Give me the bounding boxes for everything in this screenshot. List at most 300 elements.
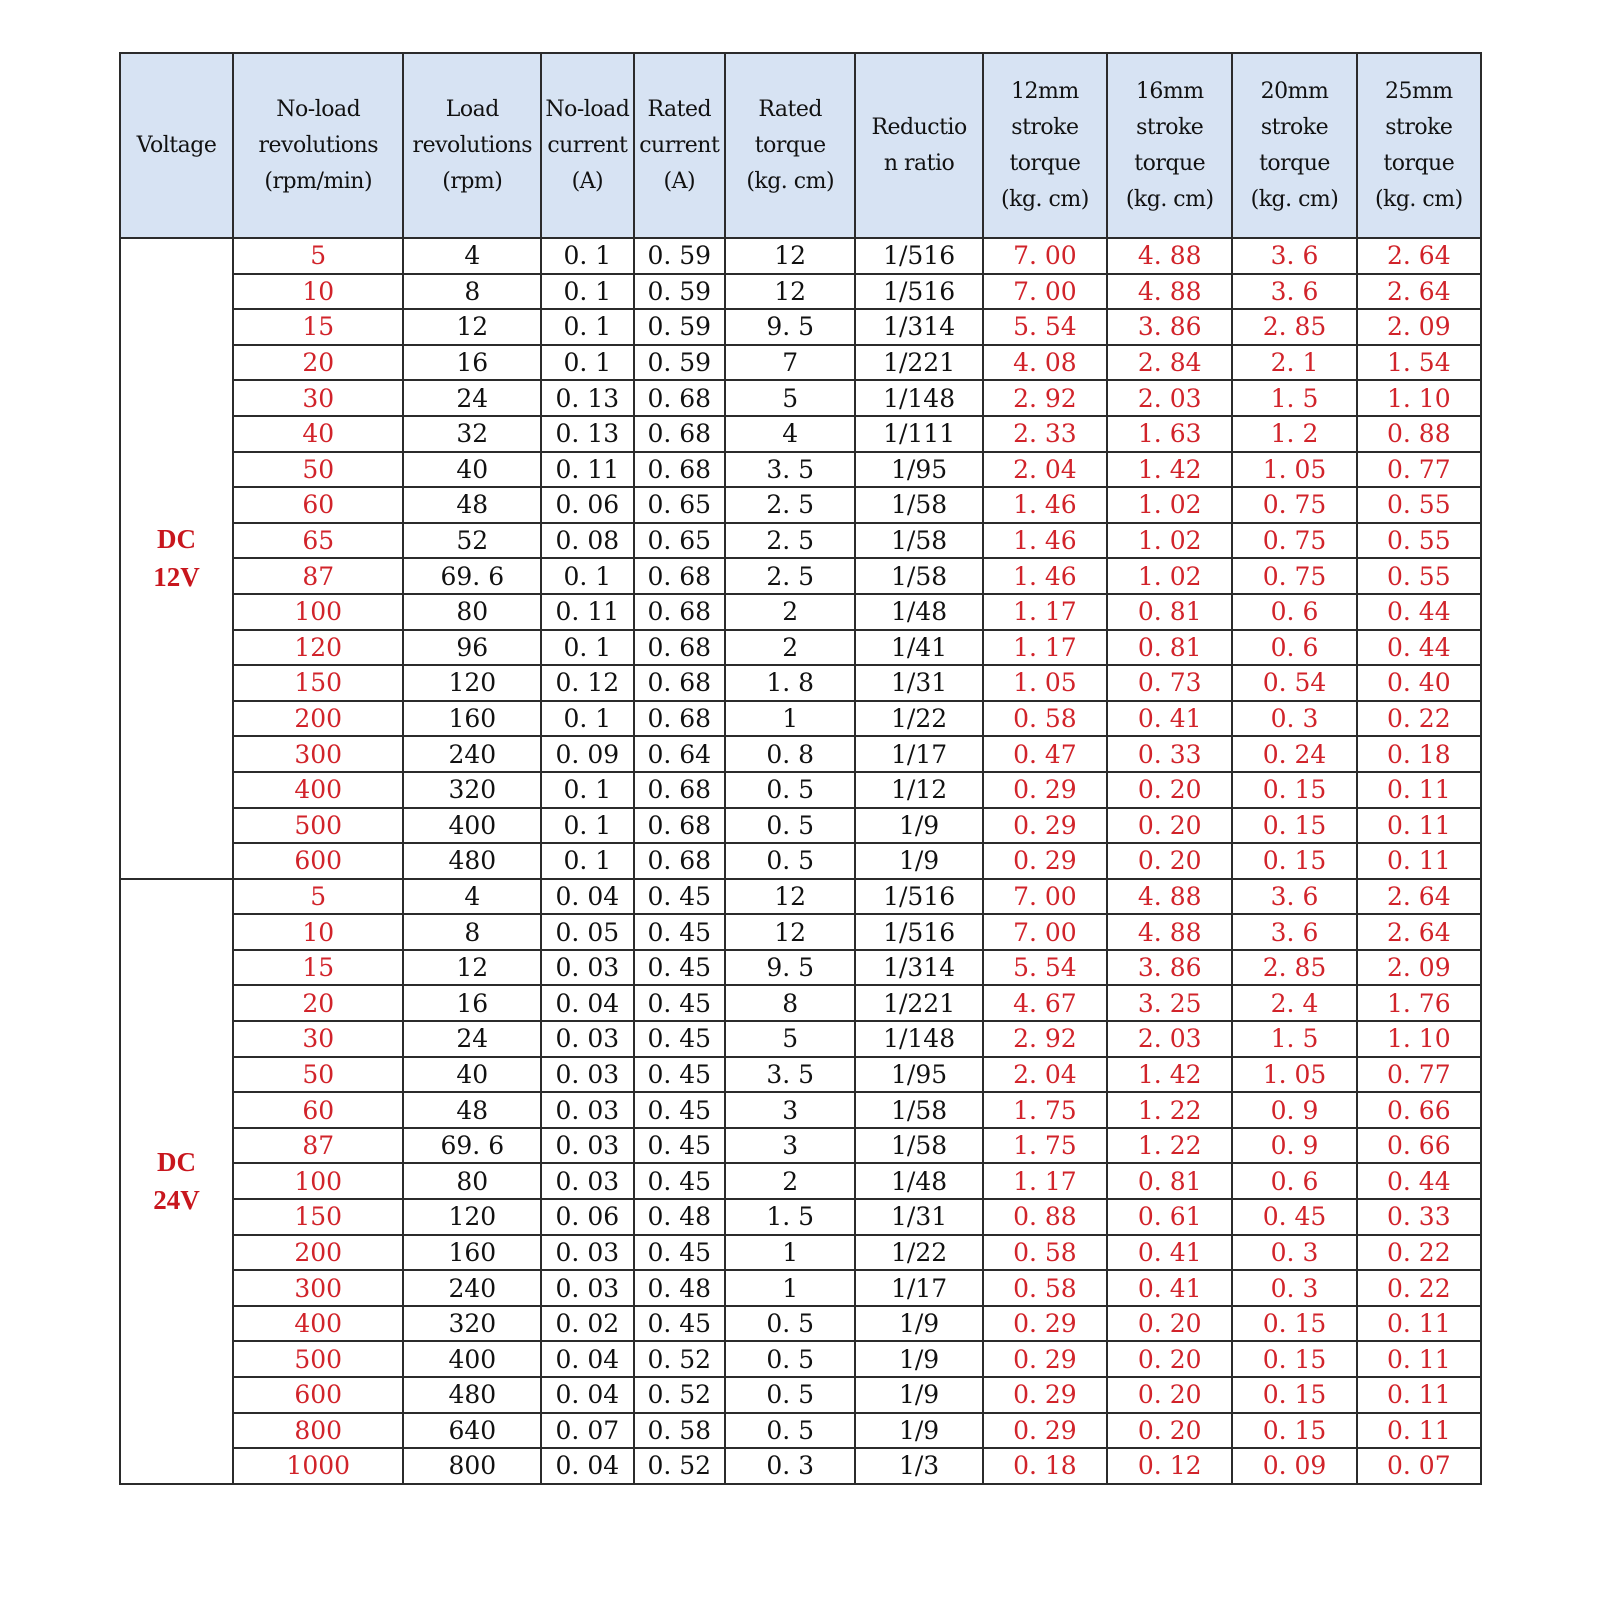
table-row (120, 985, 1481, 1021)
cell-torque-12mm: 0. 29 (983, 1341, 1107, 1377)
header-line: 12mm (1011, 78, 1079, 104)
cell-torque-20mm: 3. 6 (1232, 879, 1356, 915)
cell-torque-25mm: 0. 44 (1357, 1163, 1481, 1199)
cell-load-revolutions: 160 (403, 701, 541, 737)
table-row (120, 1057, 1481, 1093)
header-torque-20mm (1232, 53, 1356, 238)
cell-rated-current: 0. 52 (634, 1341, 725, 1377)
cell-torque-16mm: 0. 33 (1107, 736, 1232, 772)
table-row (120, 594, 1481, 630)
cell-reduction-ratio: 1/48 (855, 594, 982, 630)
header-line: (rpm) (442, 168, 503, 194)
cell-torque-20mm: 1. 5 (1232, 380, 1356, 416)
cell-reduction-ratio: 1/148 (855, 380, 982, 416)
cell-torque-12mm: 1. 17 (983, 630, 1107, 666)
cell-torque-12mm: 2. 04 (983, 1057, 1107, 1093)
cell-rated-torque: 2. 5 (725, 523, 855, 559)
cell-no-load-revolutions: 65 (233, 523, 404, 559)
cell-load-revolutions: 80 (403, 594, 541, 630)
cell-no-load-revolutions: 20 (233, 345, 404, 381)
cell-load-revolutions: 4 (403, 238, 541, 274)
cell-torque-16mm: 0. 81 (1107, 1163, 1232, 1199)
cell-load-revolutions: 24 (403, 380, 541, 416)
cell-torque-12mm: 2. 92 (983, 380, 1107, 416)
cell-no-load-revolutions: 15 (233, 950, 404, 986)
cell-torque-12mm: 0. 29 (983, 808, 1107, 844)
table-header (120, 53, 1481, 238)
cell-reduction-ratio: 1/516 (855, 879, 982, 915)
cell-torque-25mm: 0. 11 (1357, 843, 1481, 879)
header-line: 16mm (1135, 78, 1204, 104)
cell-load-revolutions: 8 (403, 914, 541, 950)
cell-reduction-ratio: 1/516 (855, 238, 982, 274)
cell-no-load-current: 0. 04 (541, 1377, 633, 1413)
table-row (120, 1163, 1481, 1199)
cell-no-load-revolutions: 200 (233, 1235, 404, 1271)
cell-rated-torque: 0. 5 (725, 843, 855, 879)
cell-rated-torque: 0. 5 (725, 1306, 855, 1342)
cell-torque-25mm: 2. 64 (1357, 238, 1481, 274)
header-reduction-ratio (855, 53, 982, 238)
voltage-cell (120, 879, 233, 1484)
cell-no-load-current: 0. 03 (541, 1128, 633, 1164)
cell-torque-20mm: 0. 45 (1232, 1199, 1356, 1235)
cell-torque-16mm: 1. 02 (1107, 523, 1232, 559)
cell-no-load-current: 0. 03 (541, 1057, 633, 1093)
cell-reduction-ratio: 1/58 (855, 1128, 982, 1164)
cell-torque-25mm: 0. 22 (1357, 1270, 1481, 1306)
header-line: stroke (1385, 114, 1453, 140)
cell-no-load-current: 0. 04 (541, 1448, 633, 1484)
cell-no-load-revolutions: 150 (233, 665, 404, 701)
table-row (120, 1235, 1481, 1271)
voltage-label: 12V (153, 562, 200, 593)
cell-torque-25mm: 2. 64 (1357, 274, 1481, 310)
cell-load-revolutions: 400 (403, 808, 541, 844)
table-row (120, 523, 1481, 559)
cell-no-load-current: 0. 08 (541, 523, 633, 559)
cell-reduction-ratio: 1/221 (855, 985, 982, 1021)
header-line: stroke (1136, 114, 1204, 140)
voltage-cell (120, 238, 233, 879)
cell-rated-current: 0. 68 (634, 843, 725, 879)
cell-rated-torque: 8 (725, 985, 855, 1021)
cell-no-load-current: 0. 03 (541, 1163, 633, 1199)
cell-load-revolutions: 40 (403, 1057, 541, 1093)
cell-load-revolutions: 12 (403, 309, 541, 345)
cell-rated-torque: 0. 5 (725, 772, 855, 808)
cell-torque-16mm: 4. 88 (1107, 914, 1232, 950)
cell-rated-current: 0. 65 (634, 523, 725, 559)
cell-rated-current: 0. 68 (634, 808, 725, 844)
cell-torque-20mm: 3. 6 (1232, 274, 1356, 310)
cell-torque-12mm: 7. 00 (983, 879, 1107, 915)
cell-no-load-revolutions: 200 (233, 701, 404, 737)
cell-torque-20mm: 0. 3 (1232, 701, 1356, 737)
cell-rated-current: 0. 45 (634, 985, 725, 1021)
cell-torque-16mm: 0. 20 (1107, 1341, 1232, 1377)
cell-torque-20mm: 2. 4 (1232, 985, 1356, 1021)
cell-torque-12mm: 1. 46 (983, 558, 1107, 594)
table-row (120, 558, 1481, 594)
cell-torque-25mm: 0. 66 (1357, 1128, 1481, 1164)
cell-torque-20mm: 0. 15 (1232, 1413, 1356, 1449)
cell-load-revolutions: 640 (403, 1413, 541, 1449)
cell-rated-current: 0. 45 (634, 1235, 725, 1271)
cell-torque-12mm: 7. 00 (983, 238, 1107, 274)
cell-torque-20mm: 0. 3 (1232, 1235, 1356, 1271)
cell-load-revolutions: 32 (403, 416, 541, 452)
cell-rated-current: 0. 65 (634, 487, 725, 523)
cell-torque-12mm: 1. 46 (983, 523, 1107, 559)
cell-no-load-revolutions: 40 (233, 416, 404, 452)
cell-rated-current: 0. 68 (634, 558, 725, 594)
cell-torque-25mm: 0. 77 (1357, 1057, 1481, 1093)
header-line: revolutions (258, 132, 378, 158)
cell-no-load-revolutions: 1000 (233, 1448, 404, 1484)
header-line: revolutions (412, 132, 533, 158)
cell-rated-torque: 2 (725, 1163, 855, 1199)
table-row (120, 1021, 1481, 1057)
cell-torque-20mm: 1. 05 (1232, 1057, 1356, 1093)
cell-torque-12mm: 0. 29 (983, 772, 1107, 808)
cell-torque-16mm: 3. 86 (1107, 950, 1232, 986)
cell-rated-current: 0. 45 (634, 950, 725, 986)
cell-rated-torque: 0. 3 (725, 1448, 855, 1484)
cell-load-revolutions: 69. 6 (403, 558, 541, 594)
cell-rated-torque: 1. 5 (725, 1199, 855, 1235)
cell-torque-20mm: 1. 2 (1232, 416, 1356, 452)
header-torque-16mm (1107, 53, 1232, 238)
cell-torque-12mm: 0. 29 (983, 843, 1107, 879)
cell-load-revolutions: 120 (403, 665, 541, 701)
cell-rated-current: 0. 59 (634, 309, 725, 345)
cell-rated-torque: 4 (725, 416, 855, 452)
cell-reduction-ratio: 1/9 (855, 1377, 982, 1413)
cell-no-load-revolutions: 60 (233, 1092, 404, 1128)
cell-rated-current: 0. 68 (634, 452, 725, 488)
table-row (120, 380, 1481, 416)
cell-torque-20mm: 0. 24 (1232, 736, 1356, 772)
cell-no-load-revolutions: 10 (233, 274, 404, 310)
header-line: No-load (276, 96, 361, 122)
cell-load-revolutions: 48 (403, 487, 541, 523)
cell-torque-25mm: 0. 44 (1357, 630, 1481, 666)
cell-torque-25mm: 0. 11 (1357, 1306, 1481, 1342)
cell-torque-25mm: 0. 33 (1357, 1199, 1481, 1235)
cell-rated-current: 0. 59 (634, 345, 725, 381)
cell-rated-current: 0. 48 (634, 1270, 725, 1306)
cell-no-load-current: 0. 04 (541, 1341, 633, 1377)
cell-no-load-current: 0. 1 (541, 843, 633, 879)
cell-torque-16mm: 1. 02 (1107, 487, 1232, 523)
header-line: stroke (1260, 114, 1329, 140)
cell-reduction-ratio: 1/9 (855, 1341, 982, 1377)
cell-torque-12mm: 1. 75 (983, 1128, 1107, 1164)
cell-no-load-current: 0. 06 (541, 487, 633, 523)
cell-load-revolutions: 24 (403, 1021, 541, 1057)
cell-torque-12mm: 0. 29 (983, 1377, 1107, 1413)
cell-torque-20mm: 0. 75 (1232, 558, 1356, 594)
cell-rated-torque: 0. 8 (725, 736, 855, 772)
table-row (120, 701, 1481, 737)
cell-no-load-revolutions: 500 (233, 808, 404, 844)
cell-torque-12mm: 0. 88 (983, 1199, 1107, 1235)
cell-reduction-ratio: 1/31 (855, 1199, 982, 1235)
header-line: stroke (1011, 114, 1079, 140)
cell-reduction-ratio: 1/314 (855, 309, 982, 345)
cell-no-load-current: 0. 11 (541, 594, 633, 630)
table-row (120, 487, 1481, 523)
cell-torque-20mm: 1. 05 (1232, 452, 1356, 488)
cell-rated-torque: 1. 8 (725, 665, 855, 701)
cell-torque-16mm: 1. 02 (1107, 558, 1232, 594)
header-line: 20mm (1260, 78, 1329, 104)
cell-load-revolutions: 96 (403, 630, 541, 666)
cell-no-load-revolutions: 120 (233, 630, 404, 666)
cell-no-load-current: 0. 03 (541, 1092, 633, 1128)
cell-reduction-ratio: 1/48 (855, 1163, 982, 1199)
cell-reduction-ratio: 1/516 (855, 274, 982, 310)
header-line: Rated (647, 96, 712, 122)
header-line: (rpm/min) (264, 168, 373, 194)
cell-rated-current: 0. 45 (634, 1092, 725, 1128)
cell-no-load-revolutions: 100 (233, 1163, 404, 1199)
cell-no-load-current: 0. 11 (541, 452, 633, 488)
table-row (120, 630, 1481, 666)
cell-no-load-current: 0. 1 (541, 309, 633, 345)
cell-torque-20mm: 1. 5 (1232, 1021, 1356, 1057)
header-line: (kg. cm) (1125, 186, 1214, 212)
cell-no-load-current: 0. 03 (541, 950, 633, 986)
cell-rated-current: 0. 52 (634, 1377, 725, 1413)
cell-load-revolutions: 240 (403, 736, 541, 772)
cell-reduction-ratio: 1/9 (855, 808, 982, 844)
cell-no-load-current: 0. 1 (541, 274, 633, 310)
table-row (120, 274, 1481, 310)
cell-torque-12mm: 0. 29 (983, 1306, 1107, 1342)
cell-rated-torque: 0. 5 (725, 808, 855, 844)
cell-rated-torque: 1 (725, 701, 855, 737)
cell-reduction-ratio: 1/17 (855, 736, 982, 772)
cell-load-revolutions: 160 (403, 1235, 541, 1271)
table-row (120, 736, 1481, 772)
cell-torque-16mm: 0. 81 (1107, 594, 1232, 630)
cell-no-load-current: 0. 03 (541, 1235, 633, 1271)
cell-torque-25mm: 0. 18 (1357, 736, 1481, 772)
cell-rated-torque: 0. 5 (725, 1377, 855, 1413)
cell-torque-25mm: 0. 11 (1357, 808, 1481, 844)
cell-torque-12mm: 4. 08 (983, 345, 1107, 381)
cell-torque-16mm: 0. 61 (1107, 1199, 1232, 1235)
cell-torque-12mm: 0. 58 (983, 1270, 1107, 1306)
voltage-label: DC (156, 1147, 196, 1178)
cell-rated-torque: 12 (725, 274, 855, 310)
cell-rated-current: 0. 45 (634, 914, 725, 950)
cell-load-revolutions: 16 (403, 985, 541, 1021)
cell-rated-current: 0. 45 (634, 1057, 725, 1093)
header-line: current (547, 132, 628, 158)
cell-torque-16mm: 1. 42 (1107, 1057, 1232, 1093)
cell-no-load-current: 0. 1 (541, 238, 633, 274)
header-no-load-revolutions (233, 53, 404, 238)
cell-rated-torque: 5 (725, 1021, 855, 1057)
cell-no-load-revolutions: 50 (233, 1057, 404, 1093)
cell-torque-20mm: 0. 75 (1232, 523, 1356, 559)
header-line: No-load (545, 96, 630, 122)
cell-torque-20mm: 0. 15 (1232, 1341, 1356, 1377)
cell-torque-16mm: 1. 63 (1107, 416, 1232, 452)
cell-no-load-current: 0. 1 (541, 345, 633, 381)
cell-rated-current: 0. 68 (634, 630, 725, 666)
header-line: torque (1009, 150, 1081, 176)
header-line: torque (1134, 150, 1206, 176)
cell-torque-25mm: 0. 22 (1357, 1235, 1481, 1271)
cell-torque-12mm: 0. 58 (983, 701, 1107, 737)
table-row (120, 1092, 1481, 1128)
cell-no-load-revolutions: 50 (233, 452, 404, 488)
motor-spec-table (119, 52, 1482, 1485)
cell-no-load-current: 0. 1 (541, 558, 633, 594)
cell-no-load-revolutions: 30 (233, 380, 404, 416)
cell-torque-20mm: 2. 85 (1232, 309, 1356, 345)
cell-no-load-revolutions: 30 (233, 1021, 404, 1057)
cell-load-revolutions: 8 (403, 274, 541, 310)
cell-no-load-revolutions: 300 (233, 1270, 404, 1306)
cell-load-revolutions: 480 (403, 1377, 541, 1413)
cell-torque-25mm: 1. 10 (1357, 1021, 1481, 1057)
cell-torque-25mm: 0. 77 (1357, 452, 1481, 488)
cell-no-load-revolutions: 500 (233, 1341, 404, 1377)
cell-no-load-current: 0. 06 (541, 1199, 633, 1235)
cell-torque-20mm: 0. 15 (1232, 772, 1356, 808)
cell-load-revolutions: 240 (403, 1270, 541, 1306)
cell-no-load-revolutions: 150 (233, 1199, 404, 1235)
cell-torque-16mm: 0. 73 (1107, 665, 1232, 701)
cell-rated-current: 0. 59 (634, 238, 725, 274)
header-line: Voltage (136, 132, 217, 158)
cell-torque-20mm: 2. 85 (1232, 950, 1356, 986)
cell-no-load-current: 0. 04 (541, 879, 633, 915)
table-row (120, 309, 1481, 345)
header-no-load-current (541, 53, 633, 238)
cell-torque-20mm: 3. 6 (1232, 238, 1356, 274)
cell-rated-torque: 12 (725, 879, 855, 915)
cell-torque-16mm: 4. 88 (1107, 274, 1232, 310)
cell-load-revolutions: 52 (403, 523, 541, 559)
cell-no-load-revolutions: 87 (233, 558, 404, 594)
cell-torque-16mm: 1. 22 (1107, 1092, 1232, 1128)
cell-rated-torque: 3. 5 (725, 452, 855, 488)
cell-no-load-revolutions: 87 (233, 1128, 404, 1164)
cell-torque-16mm: 2. 03 (1107, 380, 1232, 416)
cell-torque-16mm: 2. 03 (1107, 1021, 1232, 1057)
cell-reduction-ratio: 1/17 (855, 1270, 982, 1306)
cell-torque-16mm: 0. 20 (1107, 1413, 1232, 1449)
cell-torque-25mm: 1. 10 (1357, 380, 1481, 416)
cell-torque-25mm: 2. 09 (1357, 309, 1481, 345)
header-line: (kg. cm) (1374, 186, 1463, 212)
cell-rated-current: 0. 45 (634, 1306, 725, 1342)
cell-rated-torque: 7 (725, 345, 855, 381)
header-line: Load (445, 96, 499, 122)
table-row (120, 345, 1481, 381)
cell-reduction-ratio: 1/41 (855, 630, 982, 666)
cell-no-load-current: 0. 09 (541, 736, 633, 772)
cell-load-revolutions: 48 (403, 1092, 541, 1128)
cell-rated-torque: 12 (725, 238, 855, 274)
cell-torque-25mm: 0. 44 (1357, 594, 1481, 630)
cell-reduction-ratio: 1/9 (855, 1413, 982, 1449)
cell-load-revolutions: 4 (403, 879, 541, 915)
cell-reduction-ratio: 1/221 (855, 345, 982, 381)
cell-torque-25mm: 0. 22 (1357, 701, 1481, 737)
cell-torque-20mm: 0. 75 (1232, 487, 1356, 523)
cell-reduction-ratio: 1/9 (855, 843, 982, 879)
cell-rated-current: 0. 68 (634, 665, 725, 701)
table-row (120, 416, 1481, 452)
cell-no-load-current: 0. 1 (541, 808, 633, 844)
cell-torque-25mm: 0. 11 (1357, 1377, 1481, 1413)
cell-rated-current: 0. 68 (634, 380, 725, 416)
cell-reduction-ratio: 1/58 (855, 523, 982, 559)
cell-torque-12mm: 2. 92 (983, 1021, 1107, 1057)
cell-load-revolutions: 16 (403, 345, 541, 381)
cell-torque-16mm: 0. 20 (1107, 1377, 1232, 1413)
cell-rated-current: 0. 45 (634, 1128, 725, 1164)
header-line: torque (1383, 150, 1455, 176)
cell-torque-25mm: 0. 55 (1357, 558, 1481, 594)
cell-reduction-ratio: 1/95 (855, 452, 982, 488)
cell-load-revolutions: 80 (403, 1163, 541, 1199)
cell-torque-12mm: 0. 58 (983, 1235, 1107, 1271)
header-line: (kg. cm) (1250, 186, 1339, 212)
cell-reduction-ratio: 1/58 (855, 487, 982, 523)
cell-torque-16mm: 4. 88 (1107, 879, 1232, 915)
cell-rated-current: 0. 52 (634, 1448, 725, 1484)
cell-torque-25mm: 0. 11 (1357, 1341, 1481, 1377)
cell-load-revolutions: 12 (403, 950, 541, 986)
cell-load-revolutions: 69. 6 (403, 1128, 541, 1164)
header-line: torque (754, 132, 826, 158)
cell-torque-12mm: 4. 67 (983, 985, 1107, 1021)
header-line: current (639, 132, 720, 158)
header-line: 25mm (1384, 78, 1453, 104)
header-voltage (120, 53, 233, 238)
cell-torque-16mm: 0. 81 (1107, 630, 1232, 666)
cell-torque-25mm: 0. 07 (1357, 1448, 1481, 1484)
voltage-label: 24V (153, 1185, 200, 1216)
cell-rated-current: 0. 68 (634, 772, 725, 808)
cell-torque-16mm: 0. 41 (1107, 1270, 1232, 1306)
table-row (120, 1377, 1481, 1413)
cell-load-revolutions: 120 (403, 1199, 541, 1235)
voltage-label: DC (156, 524, 196, 555)
table-row (120, 1306, 1481, 1342)
cell-torque-12mm: 2. 04 (983, 452, 1107, 488)
cell-rated-torque: 3. 5 (725, 1057, 855, 1093)
cell-no-load-revolutions: 100 (233, 594, 404, 630)
cell-torque-16mm: 0. 20 (1107, 772, 1232, 808)
cell-load-revolutions: 320 (403, 772, 541, 808)
table-row (120, 452, 1481, 488)
cell-reduction-ratio: 1/516 (855, 914, 982, 950)
cell-torque-12mm: 1. 05 (983, 665, 1107, 701)
cell-torque-25mm: 1. 76 (1357, 985, 1481, 1021)
cell-torque-20mm: 0. 6 (1232, 630, 1356, 666)
cell-torque-25mm: 0. 66 (1357, 1092, 1481, 1128)
cell-reduction-ratio: 1/9 (855, 1306, 982, 1342)
